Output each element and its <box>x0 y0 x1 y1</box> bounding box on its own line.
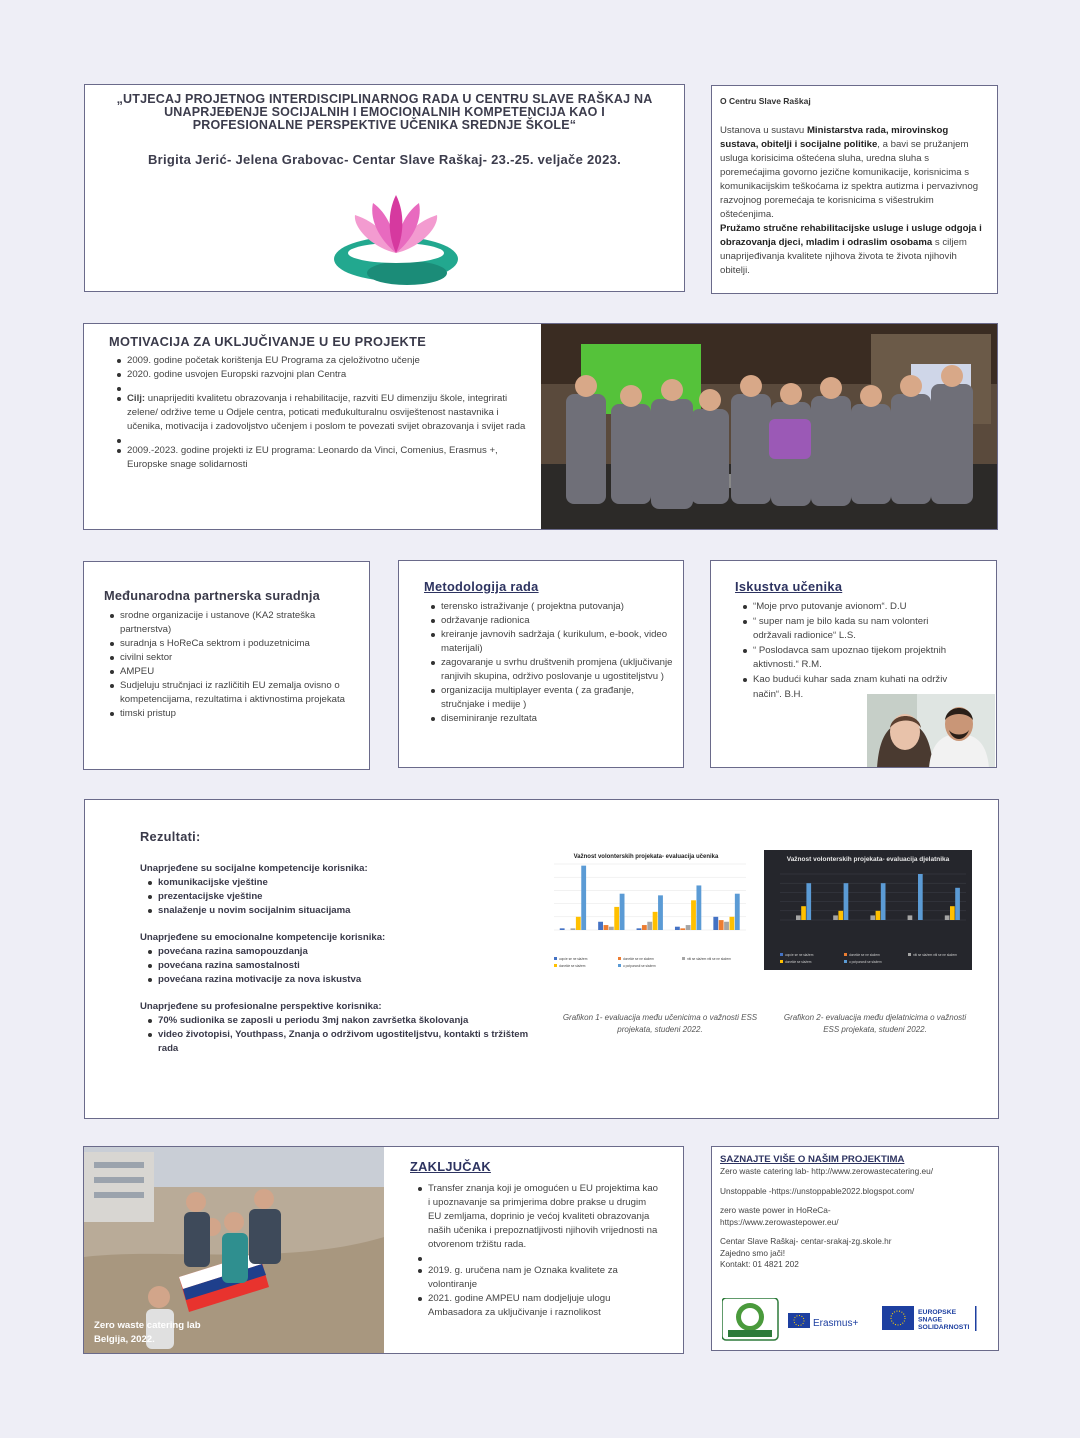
legend-swatch <box>554 964 557 967</box>
legend-label: donekle se ne slažem <box>849 953 880 957</box>
erasmus-logo-text: Erasmus+ <box>813 1318 859 1329</box>
chart-bar <box>576 917 581 930</box>
results-panel <box>84 799 999 1119</box>
chart-bar <box>838 911 843 920</box>
chart-bar <box>955 888 960 920</box>
list-item: AMPEU <box>94 665 359 679</box>
chart-title: Važnost volonterskih projekata- evaluacija djelatnika <box>786 856 950 863</box>
poster-authors: Brigita Jerić- Jelena Grabovac- Centar Slave Raškaj- 23.-25. veljače 2023. <box>147 152 622 167</box>
chart-staff <box>764 850 972 970</box>
partnership-panel <box>83 561 370 770</box>
list-item-goal <box>109 392 529 434</box>
legend-swatch <box>844 953 847 956</box>
chart-bar <box>675 927 680 930</box>
about-services: Pružamo stručne rehabilitacijske usluge i usluge odgoja i obrazovanja djeci, mladim i odraslim osobama <box>720 223 982 248</box>
erasmus-logo <box>788 1313 858 1329</box>
legend-label: niti se slažem niti se ne slažem <box>687 957 731 961</box>
goal-label: Cilj: <box>127 393 146 404</box>
list-item: povećana razina samopouzdanja <box>140 945 540 959</box>
about-text: s ciljem unaprijeđivanja kvalitete njihova života te života njihovih obitelji. <box>720 237 967 276</box>
legend-label: niti se slažem niti se ne slažem <box>913 953 957 957</box>
chart-bar <box>691 900 696 930</box>
list-item: prezentacijske vještine <box>140 890 540 904</box>
chart-bar <box>647 922 652 930</box>
motivation-title: MOTIVACIJA ZA UKLJUČIVANJE U EU PROJEKTE <box>109 334 427 349</box>
chart-bar <box>729 917 734 930</box>
partner-logos <box>722 1298 992 1342</box>
spacer <box>402 1252 662 1264</box>
link-zero-waste-power-label: zero waste power in HoReCa- <box>720 1205 831 1215</box>
lotus-logo-icon <box>333 193 459 287</box>
legend-label: uopće se ne slažem <box>785 953 814 957</box>
chart-bar <box>642 925 647 930</box>
list-item: civilni sektor <box>94 651 359 665</box>
poster-title: „UTJECAJ PROJETNOG INTERDISCIPLINARNOG RADA U CENTRU SLAVE RAŠKAJ NA UNAPRJEĐENJE SOCIJALNIH I EMOCIONALNIH KOMPETENCIJA KAO I PROFESIONALNE PERSPEKTIVE UČENIKA SREDNJE ŠKOLE“ <box>116 92 653 132</box>
contact-phone: Kontakt: 01 4821 202 <box>720 1259 799 1269</box>
chart-bar <box>680 928 685 930</box>
more-title: SAZNAJTE VIŠE O NAŠIM PROJEKTIMA <box>720 1154 905 1165</box>
list-item: povećana razina motivacije za nova iskustva <box>140 973 540 987</box>
chart-bar <box>609 927 614 930</box>
chart-bar <box>604 925 609 930</box>
chart-bar <box>637 928 642 930</box>
list-item: 2019. g. uručena nam je Oznaka kvalitete za volontiranje <box>402 1264 662 1292</box>
more-info-panel <box>711 1146 999 1351</box>
chart-bar <box>658 895 663 930</box>
chart-bar <box>881 883 886 920</box>
legend-swatch <box>682 957 685 960</box>
social-heading: Unaprjeđene su socijalne kompetencije korisnika: <box>140 863 368 874</box>
legend-label: u potpunosti se slažem <box>849 960 882 964</box>
chart-bar <box>724 922 729 930</box>
about-text: Ustanova u sustavu <box>720 125 807 136</box>
conclusion-list <box>402 1182 662 1320</box>
chart-bar <box>560 928 565 930</box>
list-item: 2009. godine početak korištenja EU Programa za cjeloživotno učenje <box>109 354 529 368</box>
photo-caption <box>94 1319 201 1347</box>
chart-bar <box>713 917 718 930</box>
chart-bar <box>735 894 740 930</box>
list-item: povećana razina samostalnosti <box>140 959 540 973</box>
about-ministry: Ministarstva rada, mirovinskog sustava, obitelji i socijalne politike <box>720 125 949 150</box>
experience-title: Iskustva učenika <box>735 579 843 594</box>
chart-bar <box>620 894 625 930</box>
legend-swatch <box>908 953 911 956</box>
legend-label: donekle se slažem <box>559 964 586 968</box>
chart-bar <box>719 920 724 930</box>
chart-bar <box>686 925 691 930</box>
about-title: O Centru Slave Raškaj <box>720 96 811 106</box>
ess-logo <box>882 1306 977 1331</box>
list-item: zagovaranje u svrhu društvenih promjena (uključivanje ranjivih skupina, održivo poslovanje u ugostiteljstvu ) <box>409 656 673 684</box>
spacer <box>109 434 529 444</box>
zero-waste-logo-icon <box>722 1298 778 1340</box>
list-item: kreiranje javnovih sadržaja ( kurikulum, e-book, video materijali) <box>409 628 673 656</box>
legend-swatch <box>618 964 621 967</box>
list-item: 70% sudionika se zaposli u periodu 3mj nakon završetka školovanja <box>140 1014 540 1028</box>
title-panel <box>84 84 685 292</box>
list-item: 2009.-2023. godine projekti iz EU programa: Leonardo da Vinci, Comenius, Erasmus +, Europske snage solidarnosti <box>109 444 529 472</box>
ess-logo-text: SNAGE <box>918 1316 943 1324</box>
list-item: “ Poslodavca sam upoznao tijekom projektnih aktivnosti.“ R.M. <box>711 644 961 673</box>
chart-bar <box>696 885 701 930</box>
motivation-panel <box>83 323 998 530</box>
emotional-heading: Unaprjeđene su emocionalne kompetencije korisnika: <box>140 932 386 943</box>
chart-bar <box>833 915 838 920</box>
students-photo <box>867 694 995 768</box>
chart-bar <box>950 906 955 920</box>
goal-text: unaprijediti kvalitetu obrazovanja i rehabilitacije, razviti EU dimenziju škole, integrirati zelene/ održive teme u Odjele centra, poticati međukulturalnu osviještenost nastavnika i učenika, motivacija i zadovoljstvo učenjem i poslom te povezati svijet obrazovanja i svijet rada <box>127 393 526 432</box>
chart-bar <box>598 922 603 930</box>
list-item: video životopisi, Youthpass, Znanja o održivom ugostiteljstvu, kontakti s tržištem rada <box>140 1028 540 1056</box>
photo-caption-line: Zero waste catering lab <box>94 1320 201 1331</box>
list-item: snalaženje u novim socijalnim situacijama <box>140 904 540 918</box>
list-item: 2021. godine AMPEU nam dodjeljuje ulogu Ambasadora za uključivanje i raznolikost <box>402 1292 662 1320</box>
motivation-list <box>109 354 529 472</box>
chart-bar <box>844 883 849 920</box>
spacer <box>109 382 529 392</box>
partnership-list <box>94 609 359 721</box>
list-item: organizacija multiplayer eventa ( za građanje, stručnjake i medije ) <box>409 684 673 712</box>
legend-label: donekle se ne slažem <box>623 957 654 961</box>
conclusion-title: ZAKLJUČAK <box>410 1159 491 1174</box>
social-list <box>140 876 540 918</box>
chart2-caption: Grafikon 2- evaluacija među djelatnicima o važnosti ESS projekata, studeni 2022. <box>783 1013 967 1034</box>
chart-bar <box>801 906 806 920</box>
chart-bar <box>653 912 658 930</box>
results-title: Rezultati: <box>140 829 201 844</box>
list-item: suradnja s HoReCa sektrom i poduzetnicima <box>94 637 359 651</box>
methodology-list <box>409 600 673 726</box>
chart-bar <box>918 874 923 920</box>
list-item: Kao budući kuhar sada znam kuhati na održiv način“. B.H. <box>711 673 961 702</box>
experience-list <box>711 600 961 702</box>
legend-swatch <box>780 953 783 956</box>
methodology-panel <box>398 560 684 768</box>
legend-swatch <box>780 960 783 963</box>
methodology-title: Metodologija rada <box>424 579 539 594</box>
legend-swatch <box>554 957 557 960</box>
contact-slogan: Zajedno smo jači! <box>720 1247 786 1258</box>
chart-bar <box>908 915 913 920</box>
ess-logo-text: SOLIDARNOSTI <box>918 1324 970 1331</box>
list-item: diseminiranje rezultata <box>409 712 673 726</box>
legend-label: donekle se slažem <box>785 960 812 964</box>
chart-bar <box>581 866 586 930</box>
legend-swatch <box>844 960 847 963</box>
professional-list <box>140 1014 540 1056</box>
about-paragraph-1 <box>720 124 989 222</box>
legend-label: u potpunosti se slažem <box>623 964 656 968</box>
ess-logo-text: EUROPSKE <box>918 1309 957 1316</box>
partnership-title: Međunarodna partnerska suradnja <box>104 588 320 603</box>
chart-bar <box>876 911 881 920</box>
link-zero-waste[interactable]: Zero waste catering lab- http://www.zerowastecatering.eu/ <box>720 1166 934 1176</box>
list-item: terensko istraživanje ( projektna putovanja) <box>409 600 673 614</box>
about-text: , a bavi se pružanjem usluga korisicima oštećena sluha, uredna sluha s poremećajima govorno jezične komunikacije, korisnicima s komunikacijskim teškoćama iz spektra autizma i pervazivnog razvojnog poremećaja te korisnicima s višestrukim oštećenjima. <box>720 139 979 220</box>
legend-label: uopće se ne slažem <box>559 957 588 961</box>
list-item: timski pristup <box>94 707 359 721</box>
link-zero-waste-power[interactable]: https://www.zerowastepower.eu/ <box>720 1216 839 1227</box>
chart1-caption: Grafikon 1- evaluacija među učenicima o važnosti ESS projekata, studeni 2022. <box>562 1013 758 1034</box>
link-unstoppable[interactable]: Unstoppable -https://unstoppable2022.blogspot.com/ <box>720 1185 915 1196</box>
experience-panel <box>710 560 997 768</box>
chart-bar <box>614 907 619 930</box>
list-item: komunikacijske vještine <box>140 876 540 890</box>
chart-title: Važnost volonterskih projekata- evaluacija učenika <box>573 854 719 860</box>
chart-bar <box>806 883 811 920</box>
list-item: “ super nam je bilo kada su nam volonteri održavali radionice“ L.S. <box>711 615 961 644</box>
list-item: Transfer znanja koji je omogućen u EU projektima kao i upoznavanje sa primjerima dobre prakse u drugim EU zemljama, doprinio je većoj kvaliteti obrazovanja naših učenika i prepoznatljivosti njihovih vrijednosti na otvorenom tržištu rada. <box>402 1182 662 1252</box>
list-item: Sudjeluju stručnjaci iz različitih EU zemalja ovisno o kompetencijama, rezultatima i aktivnostima projekata <box>94 679 359 707</box>
list-item: srodne organizacije i ustanove (KA2 strateška partnerstva) <box>94 609 359 637</box>
list-item: održavanje radionica <box>409 614 673 628</box>
professional-heading: Unaprjeđene su profesionalne perspektive korisnika: <box>140 1001 382 1012</box>
legend-swatch <box>618 957 621 960</box>
photo-caption-line: Belgija, 2022. <box>94 1334 155 1345</box>
list-item: 2020. godine usvojen Europski razvojni plan Centra <box>109 368 529 382</box>
about-panel <box>711 85 998 294</box>
chart-students <box>540 848 752 976</box>
chart-bar <box>796 915 801 920</box>
about-paragraph-2 <box>720 222 989 278</box>
contact-website: Centar Slave Raškaj- centar-srakaj-zg.skole.hr <box>720 1236 892 1246</box>
chart-bar <box>571 928 576 930</box>
chart-bar <box>870 915 875 920</box>
emotional-list <box>140 945 540 987</box>
conclusion-panel <box>83 1146 684 1354</box>
list-item: “Moje prvo putovanje avionom“. D.U <box>711 600 961 615</box>
chart-bar <box>945 915 950 920</box>
group-photo-kitchen <box>541 324 998 530</box>
